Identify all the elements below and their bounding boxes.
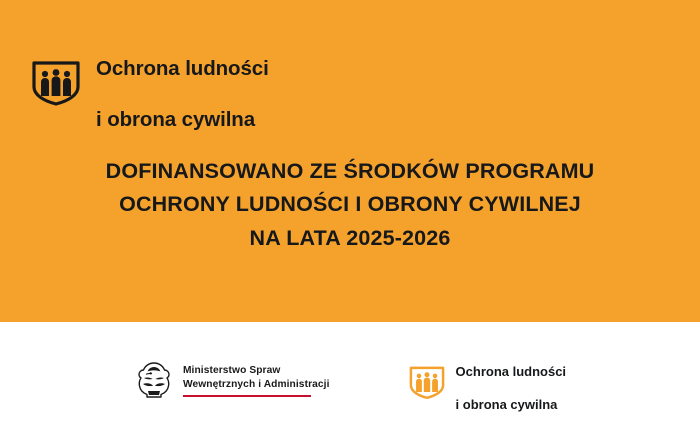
ministry-label-line2: Wewnętrznych i Administracji [182,379,330,390]
footer-brand-lockup [408,347,567,415]
footer-brand-label-line2: i obrona cywilna [455,397,558,413]
top-brand-label [96,30,269,133]
top-brand-label-line1: Ochrona ludności [96,56,269,80]
footer-bar [0,322,700,439]
footer-brand-label-line1: Ochrona ludności [455,363,567,379]
shield-people-icon [30,55,82,107]
polish-eagle-emblem-icon [134,360,174,402]
funding-statement-line2: OCHRONY LUDNOŚCI I OBRONY CYWILNEJ [119,192,581,217]
ministry-lockup [134,360,330,402]
ministry-red-rule [183,395,311,397]
funding-statement [0,155,700,255]
top-brand-lockup [30,30,269,133]
ministry-label-line1: Ministerstwo Spraw [182,365,281,377]
ministry-label [183,364,330,397]
funding-statement-line3: NA LATA 2025-2026 [249,225,451,250]
shield-people-icon [408,362,446,400]
footer-brand-label [456,347,567,415]
top-brand-label-line2: i obrona cywilna [96,107,256,131]
funding-statement-line1: DOFINANSOWANO ZE ŚRODKÓW PROGRAMU [105,159,595,183]
